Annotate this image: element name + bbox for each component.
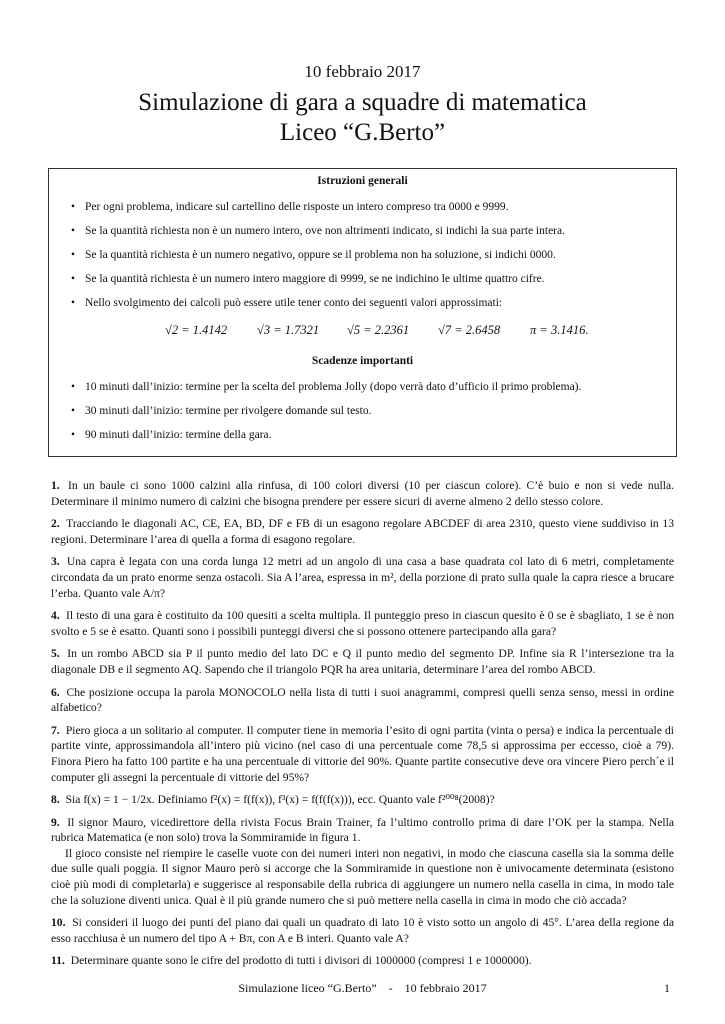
instruction-item: • Se la quantità richiesta è un numero negativo, oppure se il problema non ha soluzione, si indichi 0000.: [71, 249, 556, 261]
bullet-icon: •: [71, 297, 76, 309]
document-date: 10 febbraio 2017: [304, 62, 421, 81]
constant-pi: π = 3.1416.: [530, 323, 589, 337]
bullet-icon: •: [71, 273, 76, 285]
bullet-icon: •: [71, 405, 76, 417]
instruction-item: • Se la quantità richiesta non è un numero intero, ove non altrimenti indicato, si indichi la sua parte intera.: [71, 225, 565, 237]
problem-list: [51, 478, 674, 976]
problem-3: 3. Una capra è legata con una corda lunga 12 metri ad un angolo di una casa a base quadrata col lato di 6 metri, completamente circondata da un prato enorme senza ostacoli. Sia A l’area, espressa in m², della porzione di prato sulla quale la capra riesce a brucare l’erba. Quanto vale A/π?: [51, 555, 674, 600]
bullet-icon: •: [71, 429, 76, 441]
problem-7: 7. Piero gioca a un solitario al computer. Il computer tiene in memoria l’esito di ogni partita (vinta o persa) e indica la percentuale di partite vinte, approssimandola all’intero più vicino (nel caso di una percentuale come 78,5 si approssima per eccesso, cioè a 79). Finora Piero ha fatto 100 partite e ha una percentuale di vittorie del 90%. Quante partite consecutive deve ora vincere Piero perch´e il computer gli assegni la percentuale di vittorie del 95%?: [51, 723, 674, 784]
problem-1: 1. In un baule ci sono 1000 calzini alla rinfusa, di 100 colori diversi (10 per ciascun colore). C’è buio e non si vede nulla. Determinare il minimo numero di calzini che bisogna prendere per essere sicuri di averne almeno 2 dello stesso colore.: [51, 479, 674, 508]
constant-sqrt7: √7 = 2.6458: [438, 323, 501, 337]
document-title: [0, 88, 725, 148]
constant-sqrt3: √3 = 1.7321: [257, 323, 320, 337]
problem-4: 4. Il testo di una gara è costituito da 100 quesiti a scelta multipla. Il punteggio preso in ciascun quesito è 0 se è sbagliato, 1 se è non svolto e 5 se è esatto. Quanti sono i possibili punteggi diversi che si possono ottenere partecipando alla gara?: [51, 609, 674, 638]
instruction-item: • Se la quantità richiesta è un numero intero maggiore di 9999, se ne indichino le ultime quattro cifre.: [71, 273, 545, 285]
bullet-icon: •: [71, 201, 76, 213]
bullet-icon: •: [71, 381, 76, 393]
deadline-item: • 10 minuti dall’inizio: termine per la scelta del problema Jolly (dopo verrà dato d’ufficio il primo problema).: [71, 381, 582, 393]
problem-9-paragraph-2: Il gioco consiste nel riempire le caselle vuote con dei numeri interi non negativi, in modo che ciascuna casella sia la somma delle due sulle quali poggia. Il signor Mauro però si accorge che la Sommiramide in questione non è univocamente determinata (esistono cioè più modi di completarla) e suggerisce al responsabile della rubrica di aggiungere un numero nella casella in cima, in modo tale che la soluzione diventi unica. Qual è il più grande numero che si può mettere nella casella in cima in modo che ciò accada?: [51, 846, 674, 907]
problem-2: 2. Tracciando le diagonali AC, CE, EA, BD, DF e FB di un esagono regolare ABCDEF di area 2310, questo viene suddiviso in 13 regioni. Determinare l’area di quella a forma di esagono regolare.: [51, 517, 674, 546]
bullet-icon: •: [71, 225, 76, 237]
page-footer: Simulazione liceo “G.Berto” - 10 febbraio 2017: [238, 981, 487, 995]
constant-sqrt5: √5 = 2.2361: [347, 323, 410, 337]
problem-9: 9. Il signor Mauro, vicedirettore della rivista Focus Brain Trainer, fa l’ultimo controllo prima di dare l’OK per la stampa. Nella rubrica Matematica (e non solo) trova la Sommiramide in figura 1. Il gioco consiste nel riempire le caselle vuote con dei numeri interi non negativi, in modo che ciascuna casella sia la somma delle due sulle quali poggia. Il signor Mauro però si accorge che la Sommiramide in questione non è univocamente determinata (esistono cioè più modi di completarla) e suggerisce al responsabile della rubrica di aggiungere un numero nella casella in cima, in modo tale che la soluzione diventi unica. Qual è il più grande numero che si può mettere nella casella in cima in modo che ciò accada?: [51, 815, 674, 907]
title-line-2: Liceo “G.Berto”: [279, 119, 446, 146]
problem-8: 8. Sia f(x) = 1 − 1/2x. Definiamo f²(x) = f(f(x)), f³(x) = f(f(f(x))), ecc. Quanto vale f²⁰⁰⁸(2008)?: [51, 793, 495, 807]
title-line-1: Simulazione di gara a squadre di matematica: [138, 89, 587, 116]
instruction-item: • Per ogni problema, indicare sul cartellino delle risposte un intero compreso tra 0000 e 9999.: [71, 201, 509, 213]
problem-6: 6. Che posizione occupa la parola MONOCOLO nella lista di tutti i suoi anagrammi, compresi quelli senza senso, messi in ordine alfabetico?: [51, 685, 674, 715]
instruction-item: • Nello svolgimento dei calcoli può essere utile tener conto dei seguenti valori approssimati:: [71, 297, 503, 309]
constant-sqrt2: √2 = 1.4142: [165, 323, 228, 337]
page-number: 1: [664, 981, 670, 995]
deadline-item: • 90 minuti dall’inizio: termine della gara.: [71, 429, 272, 441]
deadlines-heading: Scadenze importanti: [311, 355, 414, 367]
problem-11: 11. Determinare quante sono le cifre del prodotto di tutti i divisori di 1000000 (compresi 1 e 1000000).: [51, 954, 532, 968]
deadline-item: • 30 minuti dall’inizio: termine per rivolgere domande sul testo.: [71, 405, 372, 417]
instructions-heading: Istruzioni generali: [317, 175, 408, 187]
bullet-icon: •: [71, 249, 76, 261]
instructions-box: [48, 168, 677, 457]
problem-5: 5. In un rombo ABCD sia P il punto medio del lato DC e Q il punto medio del segmento DP. Infine sia R l’intersezione tra la diagonale DB e il segmento AQ. Sapendo che il triangolo PQR ha area unitaria, determinare l’area del rombo ABCD.: [51, 647, 675, 676]
problem-10: 10. Si consideri il luogo dei punti del piano dai quali un quadrato di lato 10 è visto sotto un angolo di 45°. L’area della regione da esso racchiusa è un numero del tipo A + Bπ, con A e B interi. Quanto vale A?: [51, 916, 674, 945]
